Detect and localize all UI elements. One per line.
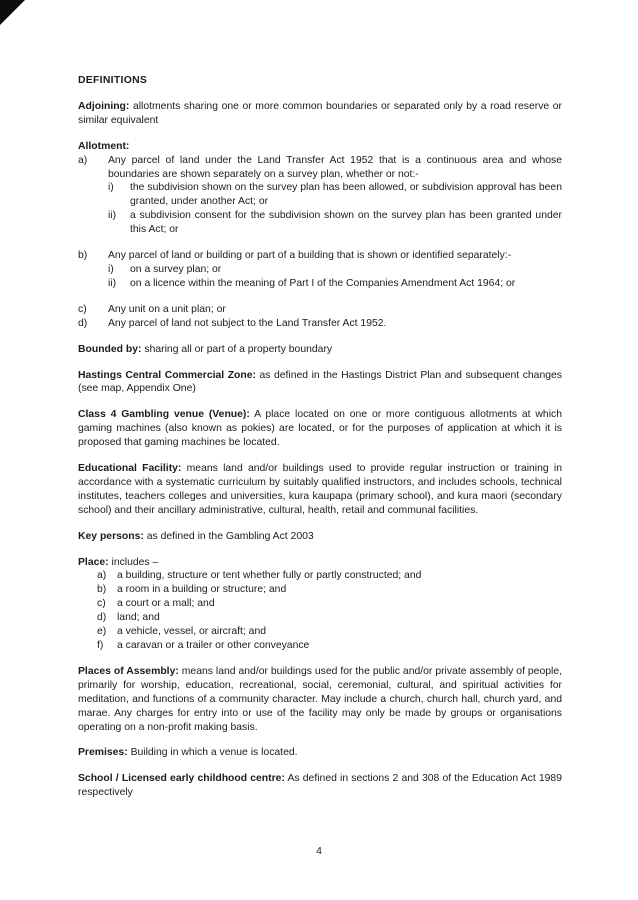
list-item [97,639,562,653]
definition-text: As defined in sections 2 and 308 of the Education Act 1989 respectively [78,773,562,799]
list-item-text: on a survey plan; or [130,263,222,275]
definition-place [78,556,562,653]
list-marker: b) [78,250,88,262]
definition-term: Adjoining: [78,100,130,112]
definition-term: School / Licensed early childhood centre: [78,773,285,785]
list-marker: ii) [108,277,117,289]
list-item-text: a subdivision consent for the subdivision shown on the survey plan has been granted under this Act; or [130,210,562,236]
definition-educational-facility [78,462,562,518]
list-item-text: a vehicle, vessel, or aircraft; and [117,626,267,638]
list-item [78,303,562,317]
definition-places-of-assembly [78,665,562,735]
list-item [97,625,562,639]
definition-text: as defined in the Gambling Act 2003 [146,530,314,542]
list-marker: f) [97,640,104,651]
list-subitem [108,209,562,237]
definition-text: A place located on one or more contiguous allotments at which gaming machines (also known as pokies) are located, or for the purposes of application at which it is proposed that gaming machines be located. [78,409,562,449]
definition-premises [78,746,562,760]
definition-text: Building in which a venue is located. [130,747,298,759]
list-marker: b) [97,584,107,596]
list-item [78,154,562,182]
list-item [97,597,562,611]
list-item-text: on a licence within the meaning of Part I of the Companies Amendment Act 1964; or [130,277,516,289]
page-number: 4 [316,846,322,857]
definition-key-persons [78,530,562,544]
list-item-text: Any parcel of land or building or part of a building that is shown or identified separately:- [108,250,512,262]
list-marker: c) [78,303,87,315]
definition-allotment [78,140,562,331]
definition-term: Class 4 Gambling venue (Venue): [78,409,250,421]
definition-hastings-central-commercial-zone [78,369,562,397]
list-item-text: a building, structure or tent whether fully or partly constructed; and [117,570,422,582]
definition-term: Hastings Central Commercial Zone: [78,369,256,381]
list-marker: i) [108,182,114,194]
page-content [78,74,562,800]
place-list [97,569,562,652]
list-subitem [108,181,562,209]
list-item-text: land; and [117,612,160,624]
list-item-text: a room in a building or structure; and [117,584,287,596]
list-item [97,611,562,625]
definition-adjoining [78,100,562,128]
list-marker: a) [97,570,107,582]
list-item-text: a caravan or a trailer or other conveyance [117,640,310,651]
list-marker: d) [97,612,107,624]
scan-corner-artifact [0,0,25,25]
list-marker: e) [97,626,107,638]
definition-text: means land and/or buildings used to provide regular instruction or training in accordance with a systematic curriculum by suitably qualified instructors, and includes schools, technical institutes, teachers colleges and universities, kura kaupapa (primary school), and kura maori (secondary school) and their ancillary administrative, cultural, health, retail and communal facilities. [78,463,563,516]
definition-term: Allotment: [78,140,130,152]
definition-text: sharing all or part of a property boundary [144,343,333,355]
definition-term: Key persons: [78,530,144,542]
definition-term: Educational Facility: [78,463,182,475]
list-item [78,317,562,331]
definition-class4-gambling-venue [78,408,562,450]
place-lead-line [78,556,562,570]
list-subitem [108,263,562,277]
list-item-text: Any parcel of land not subject to the Land Transfer Act 1952. [108,317,387,329]
list-marker: i) [108,263,114,275]
list-item-text: the subdivision shown on the survey plan has been allowed, or subdivision approval has been granted, under another Act; or [130,182,562,208]
definition-term: Place: [78,556,109,568]
list-marker: c) [97,598,106,610]
list-marker: a) [78,154,88,166]
allotment-group-a [78,154,562,237]
list-item-text: a court or a mall; and [117,598,215,610]
list-marker: ii) [108,210,117,222]
definition-term: Bounded by: [78,343,142,355]
definition-bounded-by [78,343,562,357]
list-item [97,569,562,583]
list-item-text: Any unit on a unit plan; or [108,303,226,315]
allotment-group-b [78,249,562,291]
definition-school-licensed-early-childhood-centre [78,772,562,800]
list-item [97,583,562,597]
list-item-text: Any parcel of land under the Land Transfer Act 1952 that is a continuous area and whose boundaries are shown separately on a survey plan, whether or not:- [108,154,562,180]
list-marker: d) [78,317,88,329]
allotment-group-cd [78,303,562,331]
definition-text: as defined in the Hastings District Plan and subsequent changes (see map, Appendix One) [78,369,562,395]
definition-term: Premises: [78,747,128,759]
definition-term: Places of Assembly: [78,665,179,677]
definition-text: means land and/or buildings used for the public and/or private assembly of people, primarily for worship, education, recreational, social, ceremonial, cultural, and spiritual activities for meditation, and functions of a community character. May include a church, church hall, church yard, and marae. Any charges for entry into or use of the facility may only be made by groups or organisations operating on a non-profit making basis. [78,665,562,733]
definition-text: allotments sharing one or more common boundaries or separated only by a road reserve or similar equivalent [78,100,563,126]
list-item [78,249,562,263]
list-subitem [108,277,562,291]
section-heading: DEFINITIONS [78,75,148,86]
definition-text: includes – [111,556,159,568]
